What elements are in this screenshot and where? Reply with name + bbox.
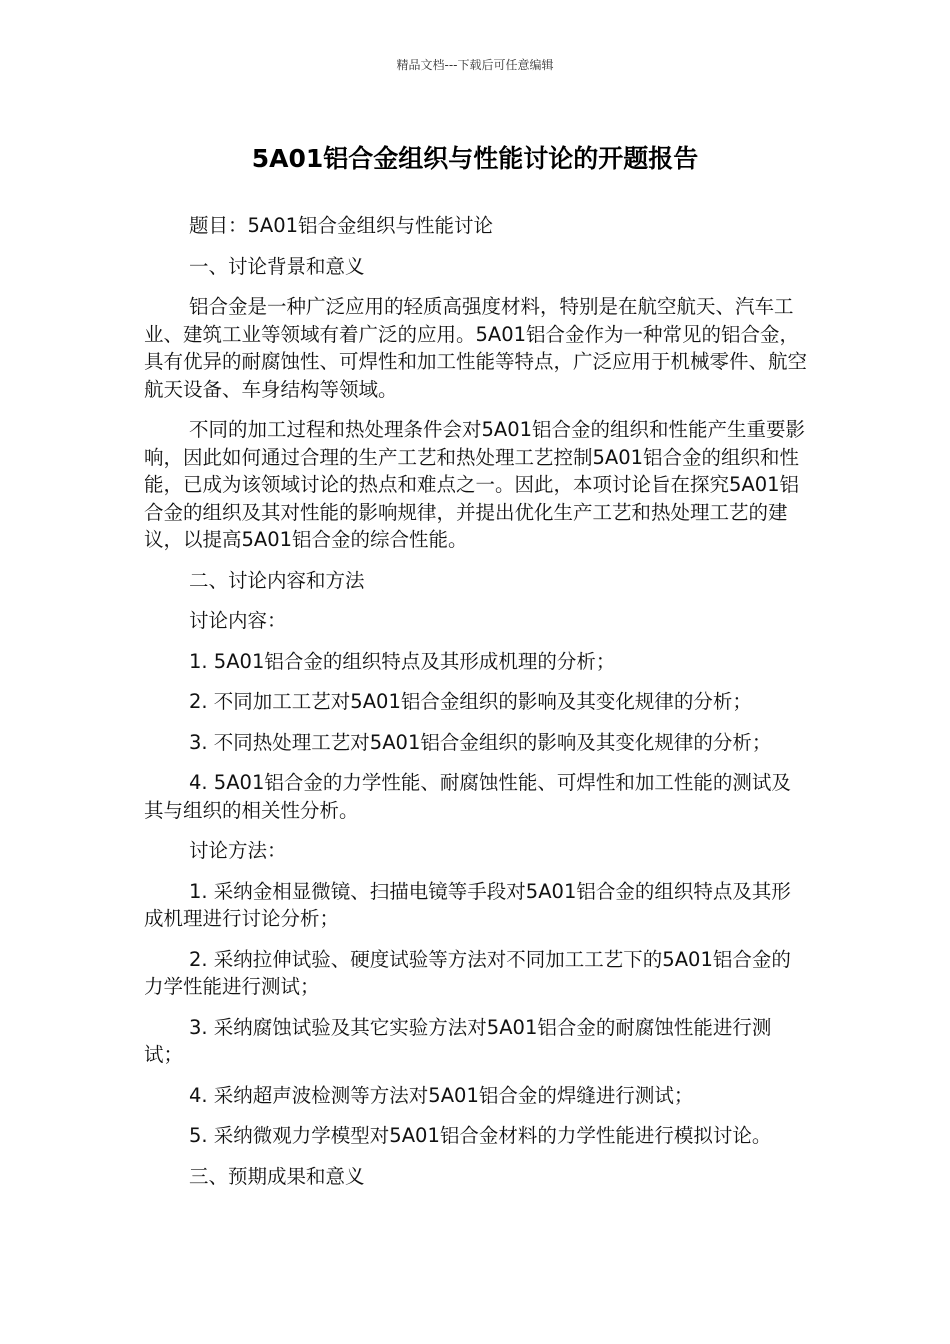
document-body bbox=[144, 212, 809, 1203]
list-item-content-4: 4. 5A01铝合金的力学性能、耐腐蚀性能、可焊性和加工性能的测试及其与组织的相关性分析。 bbox=[144, 771, 791, 822]
paragraph-topic: 题目：5A01铝合金组织与性能讨论 bbox=[189, 214, 494, 237]
section-heading-expected-results: 三、预期成果和意义 bbox=[189, 1164, 365, 1188]
document-title: 5A01铝合金组织与性能讨论的开题报告 bbox=[251, 144, 699, 173]
list-item-method-1: 1. 采纳金相显微镜、扫描电镜等手段对5A01铝合金的组织特点及其形成机理进行讨论分析； bbox=[144, 879, 791, 930]
section-heading-content-methods: 二、讨论内容和方法 bbox=[189, 568, 365, 592]
subheading-methods: 讨论方法： bbox=[189, 839, 287, 862]
list-item-content-2: 2. 不同加工工艺对5A01铝合金组织的影响及其变化规律的分析； bbox=[189, 690, 752, 713]
header-note: 精品文档---下载后可任意编辑 bbox=[396, 58, 554, 72]
section-heading-background: 一、讨论背景和意义 bbox=[189, 254, 365, 278]
subheading-content: 讨论内容： bbox=[189, 609, 287, 632]
list-item-method-5: 5. 采纳微观力学模型对5A01铝合金材料的力学性能进行模拟讨论。 bbox=[189, 1124, 772, 1147]
list-item-method-4: 4. 采纳超声波检测等方法对5A01铝合金的焊缝进行测试； bbox=[189, 1083, 694, 1107]
list-item-content-3: 3. 不同热处理工艺对5A01铝合金组织的影响及其变化规律的分析； bbox=[189, 730, 772, 754]
list-item-content-1: 1. 5A01铝合金的组织特点及其形成机理的分析； bbox=[189, 649, 616, 673]
paragraph-background-2: 不同的加工过程和热处理条件会对5A01铝合金的组织和性能产生重要影响，因此如何通过合理的生产工艺和热处理工艺控制5A01铝合金的组织和性能，已成为该领域讨论的热点和难点之一。因此，本项讨论旨在探究5A01铝合金的组织及其对性能的影响规律，并提出优化生产工艺和热处理工艺的建议，以提高5A01铝合金的综合性能。 bbox=[144, 418, 806, 551]
list-item-method-3: 3. 采纳腐蚀试验及其它实验方法对5A01铝合金的耐腐蚀性能进行测试； bbox=[144, 1015, 772, 1066]
list-item-method-2: 2. 采纳拉伸试验、硬度试验等方法对不同加工工艺下的5A01铝合金的力学性能进行测试； bbox=[144, 947, 791, 998]
paragraph-background-1: 铝合金是一种广泛应用的轻质高强度材料，特别是在航空航天、汽车工业、建筑工业等领域有着广泛的应用。5A01铝合金作为一种常见的铝合金，具有优异的耐腐蚀性、可焊性和加工性能等特点，广泛应用于机械零件、航空航天设备、车身结构等领域。 bbox=[144, 295, 808, 401]
